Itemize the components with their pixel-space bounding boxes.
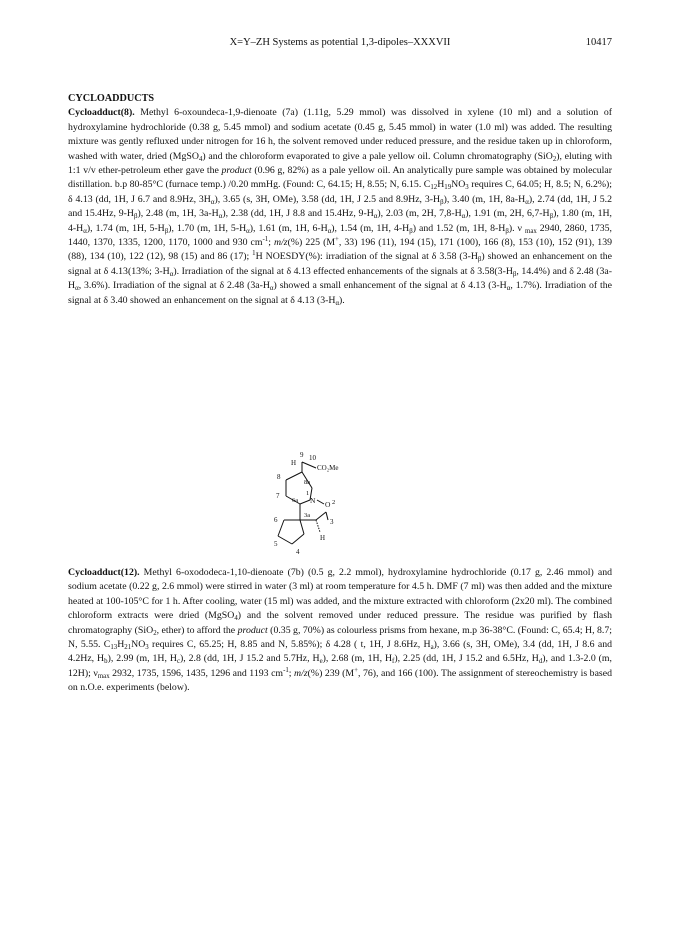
cycloadduct-12-section xyxy=(68,566,612,696)
running-title: X=Y–ZH Systems as potential 1,3-dipoles–XXXVII xyxy=(229,37,451,48)
label-ester: CO₂Me xyxy=(317,464,339,472)
label-1: 1 xyxy=(306,490,310,497)
label-8: 8 xyxy=(277,473,281,481)
label-8a: 8a xyxy=(304,479,311,486)
label-4: 4 xyxy=(296,548,300,556)
label-3: 3 xyxy=(330,518,334,526)
label-7: 7 xyxy=(276,492,280,500)
label-h-bottom: H xyxy=(320,534,326,542)
label-6: 6 xyxy=(274,516,278,524)
paragraph-title: Cycloadduct(12). xyxy=(68,567,140,578)
cycloadduct-8-structure xyxy=(240,448,380,558)
cycloadduct-8-section xyxy=(68,92,612,308)
cycloadduct-8-paragraph: Cycloadduct(8). Methyl 6-oxoundeca-1,9-dienoate (7a) (1.11g, 5.29 mmol) was dissolved in xylene (10 ml) and a solution of hydroxylamine hydrochloride (0.38 g, 5.45 mmol) and sodium acetate (0.45 g, 5.45 mmol) in water (1.0 ml) was added. The resulting mixture was gently refluxed under nitrogen for 16 h, the solvent removed under reduced pressure, and the residue taken up in chloroform, washed with water, dried (MgSO$_4$) and the chloroform evaporated to give a pale yellow oil. Column chromatography (SiO$_2$), eluting with 1:1 v/v ether-petroleum ether gave the product (0.96 g, 82%) as a pale yellow oil. An analytically pure sample was obtained by molecular distillation. b.p 80-85°C (furnace temp.) /0.20 mmHg. (Found: C, 64.15; H, 8.55; N, 6.15. $C_{12}H_{19}NO_3$ requires C, 64.05; H, 8.5; N, 6.2%); δ 4.13 (dd, 1H, J 6.7 and 8.9Hz, $3H_\alpha$), 3.65 (s, 3H, OMe), 3.58 (dd, 1H, J 2.5 and 8.9Hz, $3-H_\beta$), 3.40 (m, 1H, $8a-H_\alpha$), 2.74 (dd, 1H, J 5.2 and 15.4Hz, $9-H_\beta$), 2.48 (m, 1H, $3a-H_\alpha$), 2.38 (dd, 1H, J 8.8 and 15.4Hz, $9-H_\alpha$), 2.03 (m, 2H, $7,8-H_\alpha$), 1.91 (m, 2H, $6,7-H_\beta$), 1.80 (m, 1H, $4-H_\alpha$), 1.74 (m, 1H, $5-H_\beta$), 1.70 (m, 1H, $5-H_\alpha$), 1.61 (m, 1H, $6-H_\alpha$), 1.54 (m, 1H, $4-H_\beta$) and 1.52 (m, 1H, $8-H_\beta$). ν $_{max}$ 2940, 2860, 1735, 1440, 1370, 1335, 1200, 1170, 1000 and 930 $cm^{-1}$; m/z(%) 225 (M+, 33) 196 (11), 194 (15), 171 (100), 166 (8), 153 (10), 152 (91), 139 (88), 134 (10), 122 (12), 98 (15) and 86 (17); $^1$H NOESDY(%): irradiation of the signal at δ 3.58 $(3-H_\beta)$ showed an enhancement on the signal at δ 4.13(13%; $3-H_\alpha$). Irradiation of the signal at δ 4.13 effected enhancements of the signals at δ $3.58(3-H_\beta$, 14.4%) and δ 2.48 ($3a-H_\alpha$, 3.6%). Irradiation of the signal at δ 2.48 $(3a-H_\alpha)$ showed a small enhancement of the signal at δ 4.13 ($3-H_\alpha$, 1.7%). Irradiation of the signal at δ 3.40 showed an enhancement on the signal at δ 4.13 $(3-H_\alpha)$. xyxy=(68,107,613,307)
label-h-top: H xyxy=(291,459,297,467)
label-2: 2 xyxy=(332,499,336,506)
label-3a: 3a xyxy=(304,512,311,519)
label-9: 9 xyxy=(300,451,304,459)
paragraph-title: Cycloadduct(8). xyxy=(68,107,135,119)
label-10: 10 xyxy=(309,454,316,462)
label-5: 5 xyxy=(274,540,278,548)
label-atom-n: N xyxy=(310,496,316,505)
section-heading: CYCLOADDUCTS xyxy=(68,93,155,104)
label-6a: 6a xyxy=(292,497,299,504)
label-atom-o: O xyxy=(325,500,331,509)
cycloadduct-12-paragraph: Cycloadduct(12). Methyl 6-oxododeca-1,10-dienoate (7b) (0.5 g, 2.2 mmol), hydroxylamine hydrochloride (0.17 g, 2.46 mmol) and sodium acetate (0.22 g, 2.6 mmol) were stirred in water (3 ml) at room temperature for 4.5 h. DMF (7 ml) was then added and the mixture heated at 100-105°C for 1 h. After cooling, water (15 ml) was added, and the mixture extracted with chloroform (2x20 ml). The combined chloroform extracts were dried (MgSO$_4$) and the solvent removed under reduced pressure. The residue was purified by flash chromatography (SiO$_2$, ether) to afford the product (0.35 g, 70%) as colourless prisms from hexane, m.p 36-38°C. (Found: C, 65.4; H, 8.7; N, 5.55. $C_{13}H_{21}NO_3$ requires C, 65.25; H, 8.85 and N, 5.85%); δ 4.28 ( t, 1H, J 8.6Hz, $H_a$), 3.66 (s, 3H, OMe), 3.4 (dd, 1H, J 8.6 and 4.2Hz, $H_b$), 2.99 (m, 1H, $H_c$), 2.8 (dd, 1H, J 15.2 and 5.7Hz, $H_e$), 2.68 (m, 1H, $H_f$), 2.25 (dd, 1H, J 15.2 and 6.5Hz, $H_d$), and 1.3-2.0 (m, 12H); $\nu_{max}$ 2932, 1735, 1596, 1435, 1296 and 1193 $cm^{-1}$; m/z(%) 239 (M+, 76), and 166 (100). The assignment of stereochemistry is based on n.O.e. experiments (below). xyxy=(68,567,612,694)
page-number: 10417 xyxy=(585,37,612,48)
